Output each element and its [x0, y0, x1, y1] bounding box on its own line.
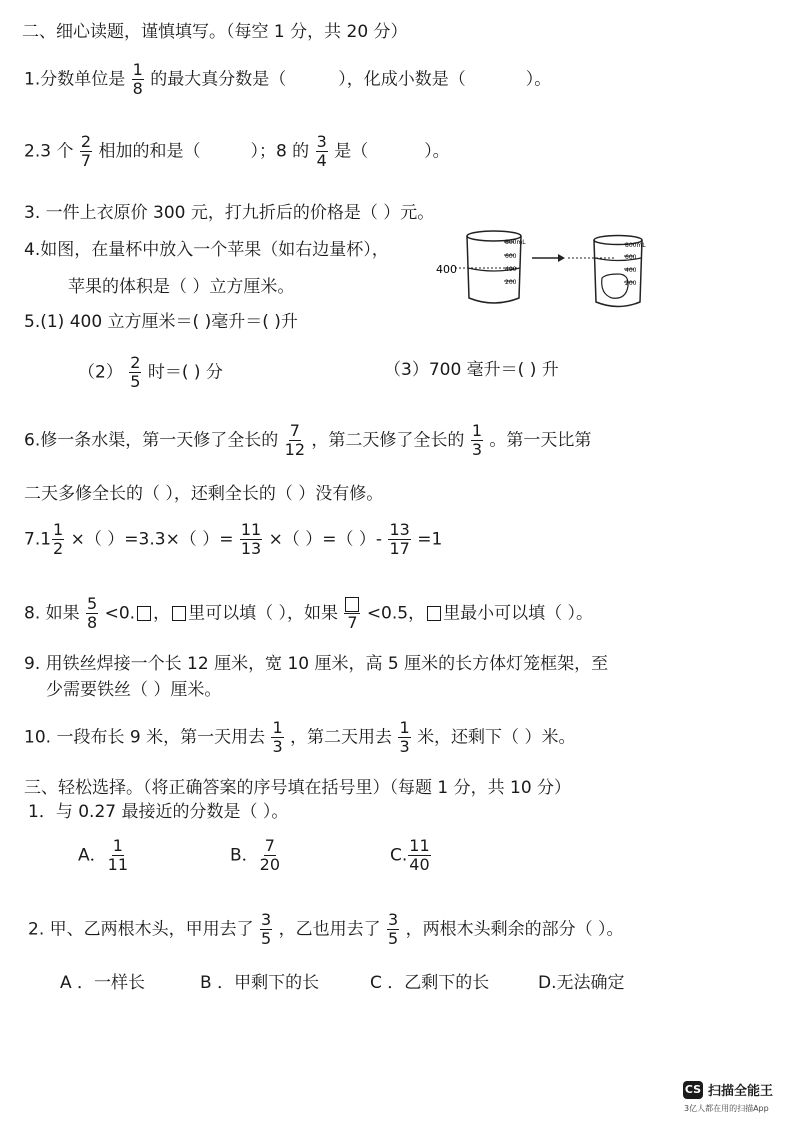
question-8 [24, 596, 593, 631]
choice-1-option-a[interactable] [78, 838, 129, 873]
q8-text-e: <0.5， [366, 603, 426, 624]
question-3: 3. 一件上衣原价 300 元，打九折后的价格是（ ）元。 [24, 203, 435, 223]
measuring-cup-figure [434, 222, 664, 314]
q1-text-b: 的最大真分数是（ [150, 69, 287, 90]
q2-text-d: 是（ [334, 141, 369, 162]
fraction [344, 596, 360, 631]
choice-2-option-a[interactable]: A ．一样长 [60, 973, 146, 993]
question-10 [24, 720, 575, 755]
fraction [240, 522, 262, 557]
choice-1-option-c[interactable] [390, 838, 432, 873]
numerator: 2 [130, 353, 141, 372]
numerator: 1 [53, 520, 64, 539]
option-label: B． [230, 845, 259, 866]
question-5-part2 [78, 355, 223, 390]
numerator: 11 [409, 836, 430, 855]
denominator: 20 [259, 855, 281, 874]
q7-text-d: =1 [417, 529, 443, 550]
q2-text-a: 2.3 个 [24, 141, 74, 162]
choice-2-option-c[interactable]: C ．乙剩下的长 [370, 973, 490, 993]
question-6-line1 [24, 423, 591, 458]
fraction [260, 912, 272, 947]
denominator: 3 [471, 440, 482, 459]
denominator: 3 [272, 737, 283, 756]
denominator: 7 [80, 151, 92, 170]
fraction [388, 522, 410, 557]
tick-label: 600 [625, 254, 637, 261]
tick-label: 800mL [625, 242, 646, 249]
q6-text-b: ，第二天修了全长的 [311, 430, 465, 451]
denominator: 7 [347, 613, 358, 632]
denominator: 11 [107, 855, 128, 874]
q2-text-c: ）；8 的 [250, 141, 310, 162]
square-box [345, 597, 359, 612]
tick-label: 800mL [505, 239, 526, 246]
option-label: A． [78, 845, 107, 866]
q7-text-b: ×（ ）=3.3×（ ）= [70, 529, 234, 550]
q8-text-b: <0. [104, 603, 136, 624]
question-1 [24, 62, 551, 97]
choice-2-option-d[interactable]: D.无法确定 [538, 973, 625, 993]
square-box [427, 606, 441, 621]
tick-label: 200 [505, 279, 517, 286]
choice-2-question [28, 912, 624, 947]
numerator: 7 [264, 836, 275, 855]
denominator: 8 [132, 79, 143, 98]
fraction [129, 355, 141, 390]
denominator: 40 [409, 855, 430, 874]
fraction [316, 134, 328, 169]
fraction [86, 596, 98, 631]
q5-part2-label: （2） [78, 362, 123, 383]
numerator: 1 [112, 836, 123, 855]
fraction [260, 838, 280, 873]
tick-label: 600 [505, 253, 517, 260]
square-box [172, 606, 186, 621]
q10-text-a: 10. 一段布长 9 米，第一天用去 [24, 727, 266, 748]
numerator: 2 [80, 132, 92, 151]
denominator: 12 [284, 440, 305, 459]
c2-text-c: ，两根木头剩余的部分（ ）。 [405, 919, 624, 940]
question-7 [24, 522, 442, 557]
fraction [108, 838, 128, 873]
q2-text-e: ）。 [424, 141, 450, 162]
choice-1-question: 1．与 0.27 最接近的分数是（ ）。 [28, 802, 289, 822]
numerator: 1 [471, 421, 482, 440]
numerator: 3 [316, 132, 327, 151]
q1-text-a: 1.分数单位是 [24, 69, 126, 90]
fraction [80, 134, 92, 169]
numerator: 1 [132, 60, 143, 79]
scanner-app-slogan: 3亿人都在用的扫描App [684, 1104, 769, 1113]
question-5-line1: 5.(1) 400 立方厘米＝( )毫升＝( )升 [24, 312, 298, 332]
scanner-logo-icon: CS [683, 1081, 703, 1099]
q5-part2-text: 时＝( ) 分 [147, 362, 223, 383]
option-label: C. [390, 845, 408, 866]
question-6-line2: 二天多修全长的（ ），还剩全长的（ ）没有修。 [24, 484, 384, 504]
q2-text-b: 相加的和是（ [98, 141, 201, 162]
q1-text-d: ）。 [525, 69, 552, 90]
denominator: 5 [261, 929, 272, 948]
q10-text-c: 米，还剩下（ ）米。 [417, 727, 576, 748]
q8-text-a: 8. 如果 [24, 603, 80, 624]
fraction [387, 912, 399, 947]
denominator: 8 [87, 613, 98, 632]
q6-text-c: 。第一天比第 [489, 430, 592, 451]
tick-label: 200 [625, 280, 637, 287]
q10-text-b: ，第二天用去 [290, 727, 393, 748]
denominator: 17 [389, 539, 410, 558]
section2-header: 二、细心读题，谨慎填写。（每空 1 分，共 20 分） [22, 22, 408, 42]
question-9-line2: 少需要铁丝（ ）厘米。 [46, 680, 222, 700]
question-4-line1: 4.如图，在量杯中放入一个苹果（如右边量杯）， [24, 240, 389, 260]
choice-1-option-b[interactable] [230, 838, 281, 873]
numerator: 3 [261, 910, 272, 929]
denominator: 4 [316, 151, 327, 170]
denominator: 5 [130, 372, 141, 391]
question-9-line1: 9. 用铁丝焊接一个长 12 厘米，宽 10 厘米，高 5 厘米的长方体灯笼框架，至 [24, 654, 609, 674]
tick-label: 400 [625, 267, 637, 274]
numerator: 1 [272, 718, 283, 737]
section3-header: 三、轻松选择。（将正确答案的序号填在括号里）（每题 1 分，共 10 分） [24, 778, 572, 798]
level-label: 400 [436, 263, 457, 276]
numerator: 11 [240, 520, 262, 539]
c2-text-b: ，乙也用去了 [278, 919, 381, 940]
q8-text-d: 里可以填（ ），如果 [188, 603, 338, 624]
square-box [137, 606, 151, 621]
numerator: 7 [289, 421, 300, 440]
numerator: 13 [389, 520, 410, 539]
q6-text-a: 6.修一条水渠，第一天修了全长的 [24, 430, 279, 451]
numerator [344, 596, 360, 614]
q7-text-a: 7.1 [24, 529, 52, 550]
q8-text-c: ， [153, 603, 171, 624]
fraction [398, 720, 410, 755]
question-5-part3: （3）700 毫升＝( ) 升 [384, 360, 559, 380]
question-2 [24, 134, 450, 169]
c2-text-a: 2. 甲、乙两根木头，甲用去了 [28, 919, 254, 940]
fraction [471, 423, 483, 458]
denominator: 3 [399, 737, 410, 756]
numerator: 5 [87, 594, 98, 613]
fraction [52, 522, 64, 557]
fraction [271, 720, 283, 755]
tick-label: 400 [505, 266, 517, 273]
denominator: 5 [388, 929, 399, 948]
denominator: 13 [240, 539, 262, 558]
q1-text-c: ），化成小数是（ [338, 69, 466, 90]
scanner-app-name: 扫描全能王 [708, 1084, 774, 1099]
q7-text-c: ×（ ）=（ ）- [268, 529, 383, 550]
denominator: 2 [53, 539, 64, 558]
fraction [132, 62, 144, 97]
numerator: 3 [388, 910, 399, 929]
fraction [408, 838, 430, 873]
fraction [285, 423, 305, 458]
choice-2-option-b[interactable]: B ．甲剩下的长 [200, 973, 320, 993]
numerator: 1 [399, 718, 410, 737]
q8-text-f: 里最小可以填（ ）。 [443, 603, 593, 624]
question-4-line2: 苹果的体积是（ ）立方厘米。 [68, 277, 295, 297]
